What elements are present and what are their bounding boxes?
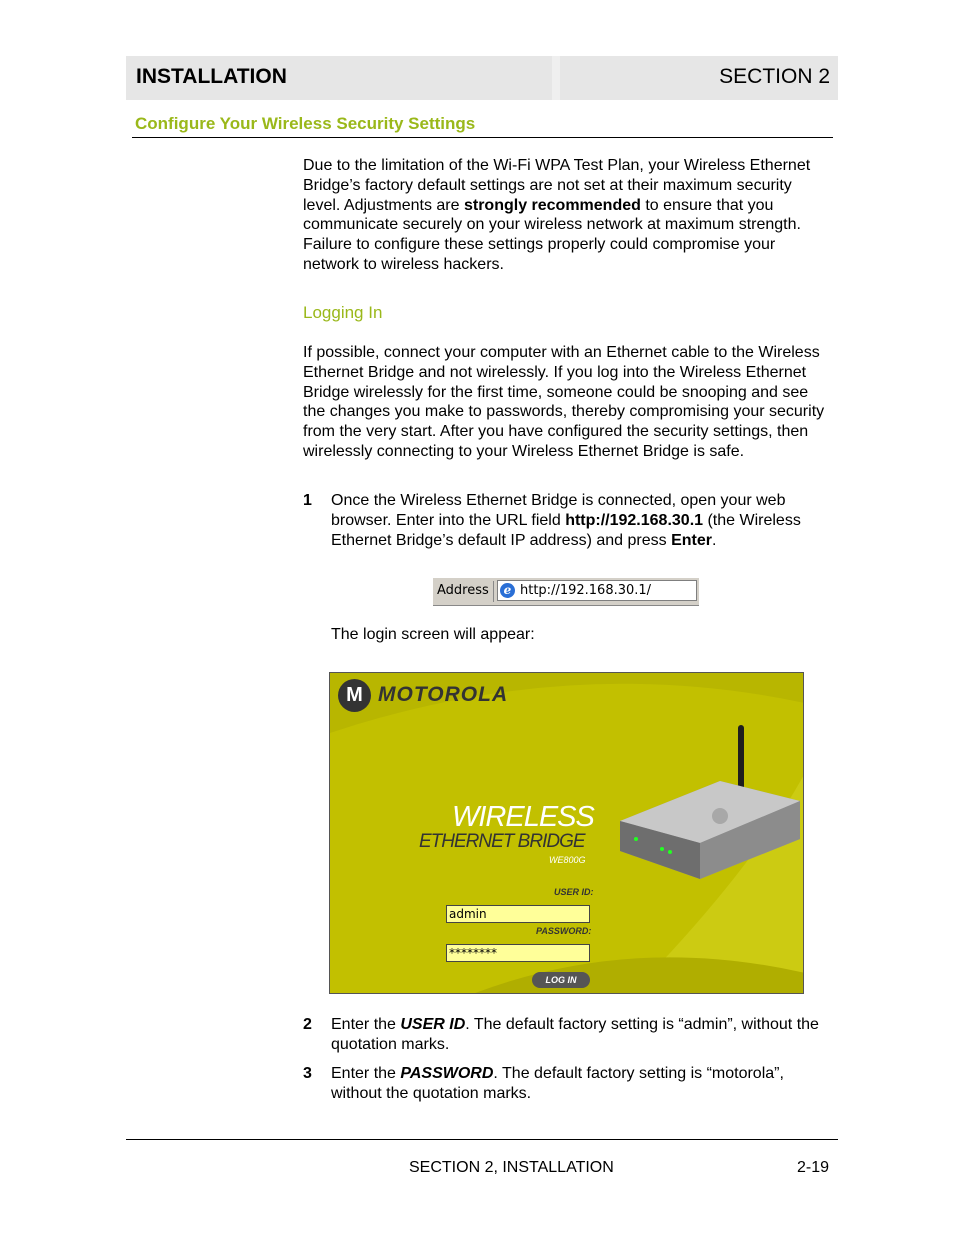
footer-section: SECTION 2, INSTALLATION [409, 1159, 614, 1176]
header-section: SECTION 2 [719, 65, 830, 88]
logging-paragraph: If possible, connect your computer with an Ethernet cable to the Wireless Ethernet Bridge and not wirelessly. If you log into the Wireless Ethernet Bridge wirelessly for the first time, someone could be snooping and see the changes you make to passwords, thereby compromising your security from the very start. After you have configured the security settings, then wirelessly connecting to your Wireless Ethernet Bridge is safe. [303, 344, 825, 460]
step-text [331, 1064, 831, 1104]
intro-emphasis: strongly recommended [463, 196, 641, 214]
step-number: 2 [303, 1016, 312, 1033]
address-bar [433, 578, 699, 606]
header-divider [552, 56, 560, 100]
step-text [331, 1015, 831, 1055]
step-key: Enter [671, 531, 712, 549]
footer-rule [126, 1139, 838, 1140]
router-image-icon [600, 721, 800, 881]
address-separator [493, 581, 494, 602]
page-number: 2-19 [797, 1159, 830, 1176]
product-subtitle: ETHERNET BRIDGE [419, 831, 585, 852]
user-id-label: USER ID: [554, 887, 594, 897]
step-field-name: USER ID [400, 1016, 466, 1033]
address-label: Address [437, 583, 489, 598]
step-text-part: (the Wireless Ethernet Bridge’s default IP address) and press [331, 511, 801, 549]
step-text-part: . [711, 531, 717, 549]
address-url: http://192.168.30.1/ [520, 583, 652, 598]
intro-text-2: to ensure that you communicate securely on your wireless network at maximum strength. Failure to configure these settings properly could compromise your network to wireless hackers. [303, 196, 801, 273]
model-number: WE800G [549, 855, 586, 865]
step-text-part: Once the Wireless Ethernet Bridge is connected, open your web browser. Enter into the URL field [331, 492, 786, 529]
password-input[interactable]: ******** [446, 944, 590, 962]
section-title: Configure Your Wireless Security Settings [135, 114, 476, 133]
product-title: WIRELESS [452, 801, 594, 833]
login-note: The login screen will appear: [331, 626, 535, 643]
motorola-logo-icon: M [338, 679, 371, 712]
step-text-part: Enter the [331, 1065, 401, 1082]
logging-in-heading: Logging In [303, 303, 383, 322]
step-text-part: . The default factory setting is “motorola”, without the quotation marks. [331, 1065, 784, 1102]
login-screen [329, 672, 804, 994]
step-field-name: PASSWORD [400, 1065, 494, 1082]
step-text [331, 491, 831, 550]
title-rule [132, 137, 833, 138]
address-field [497, 580, 697, 601]
page-header [126, 56, 838, 100]
step-text-part: . The default factory setting is “admin”, without the quotation marks. [331, 1016, 819, 1053]
login-button[interactable]: LOG IN [532, 972, 590, 988]
step-number: 3 [303, 1065, 312, 1082]
ie-page-icon: e [500, 583, 515, 598]
intro-text-1: Due to the limitation of the Wi-Fi WPA Test Plan, your Wireless Ethernet Bridge’s factory default settings are not set at their maximum security level. Adjustments are [303, 157, 811, 214]
brand-name: MOTOROLA [378, 683, 509, 706]
step-url: http://192.168.30.1 [565, 511, 704, 529]
password-label: PASSWORD: [536, 926, 592, 936]
step-text-part: Enter the [331, 1016, 401, 1033]
intro-paragraph [303, 156, 833, 275]
user-id-input[interactable]: admin [446, 905, 590, 923]
header-chapter: INSTALLATION [136, 65, 287, 88]
step-number: 1 [303, 492, 312, 509]
